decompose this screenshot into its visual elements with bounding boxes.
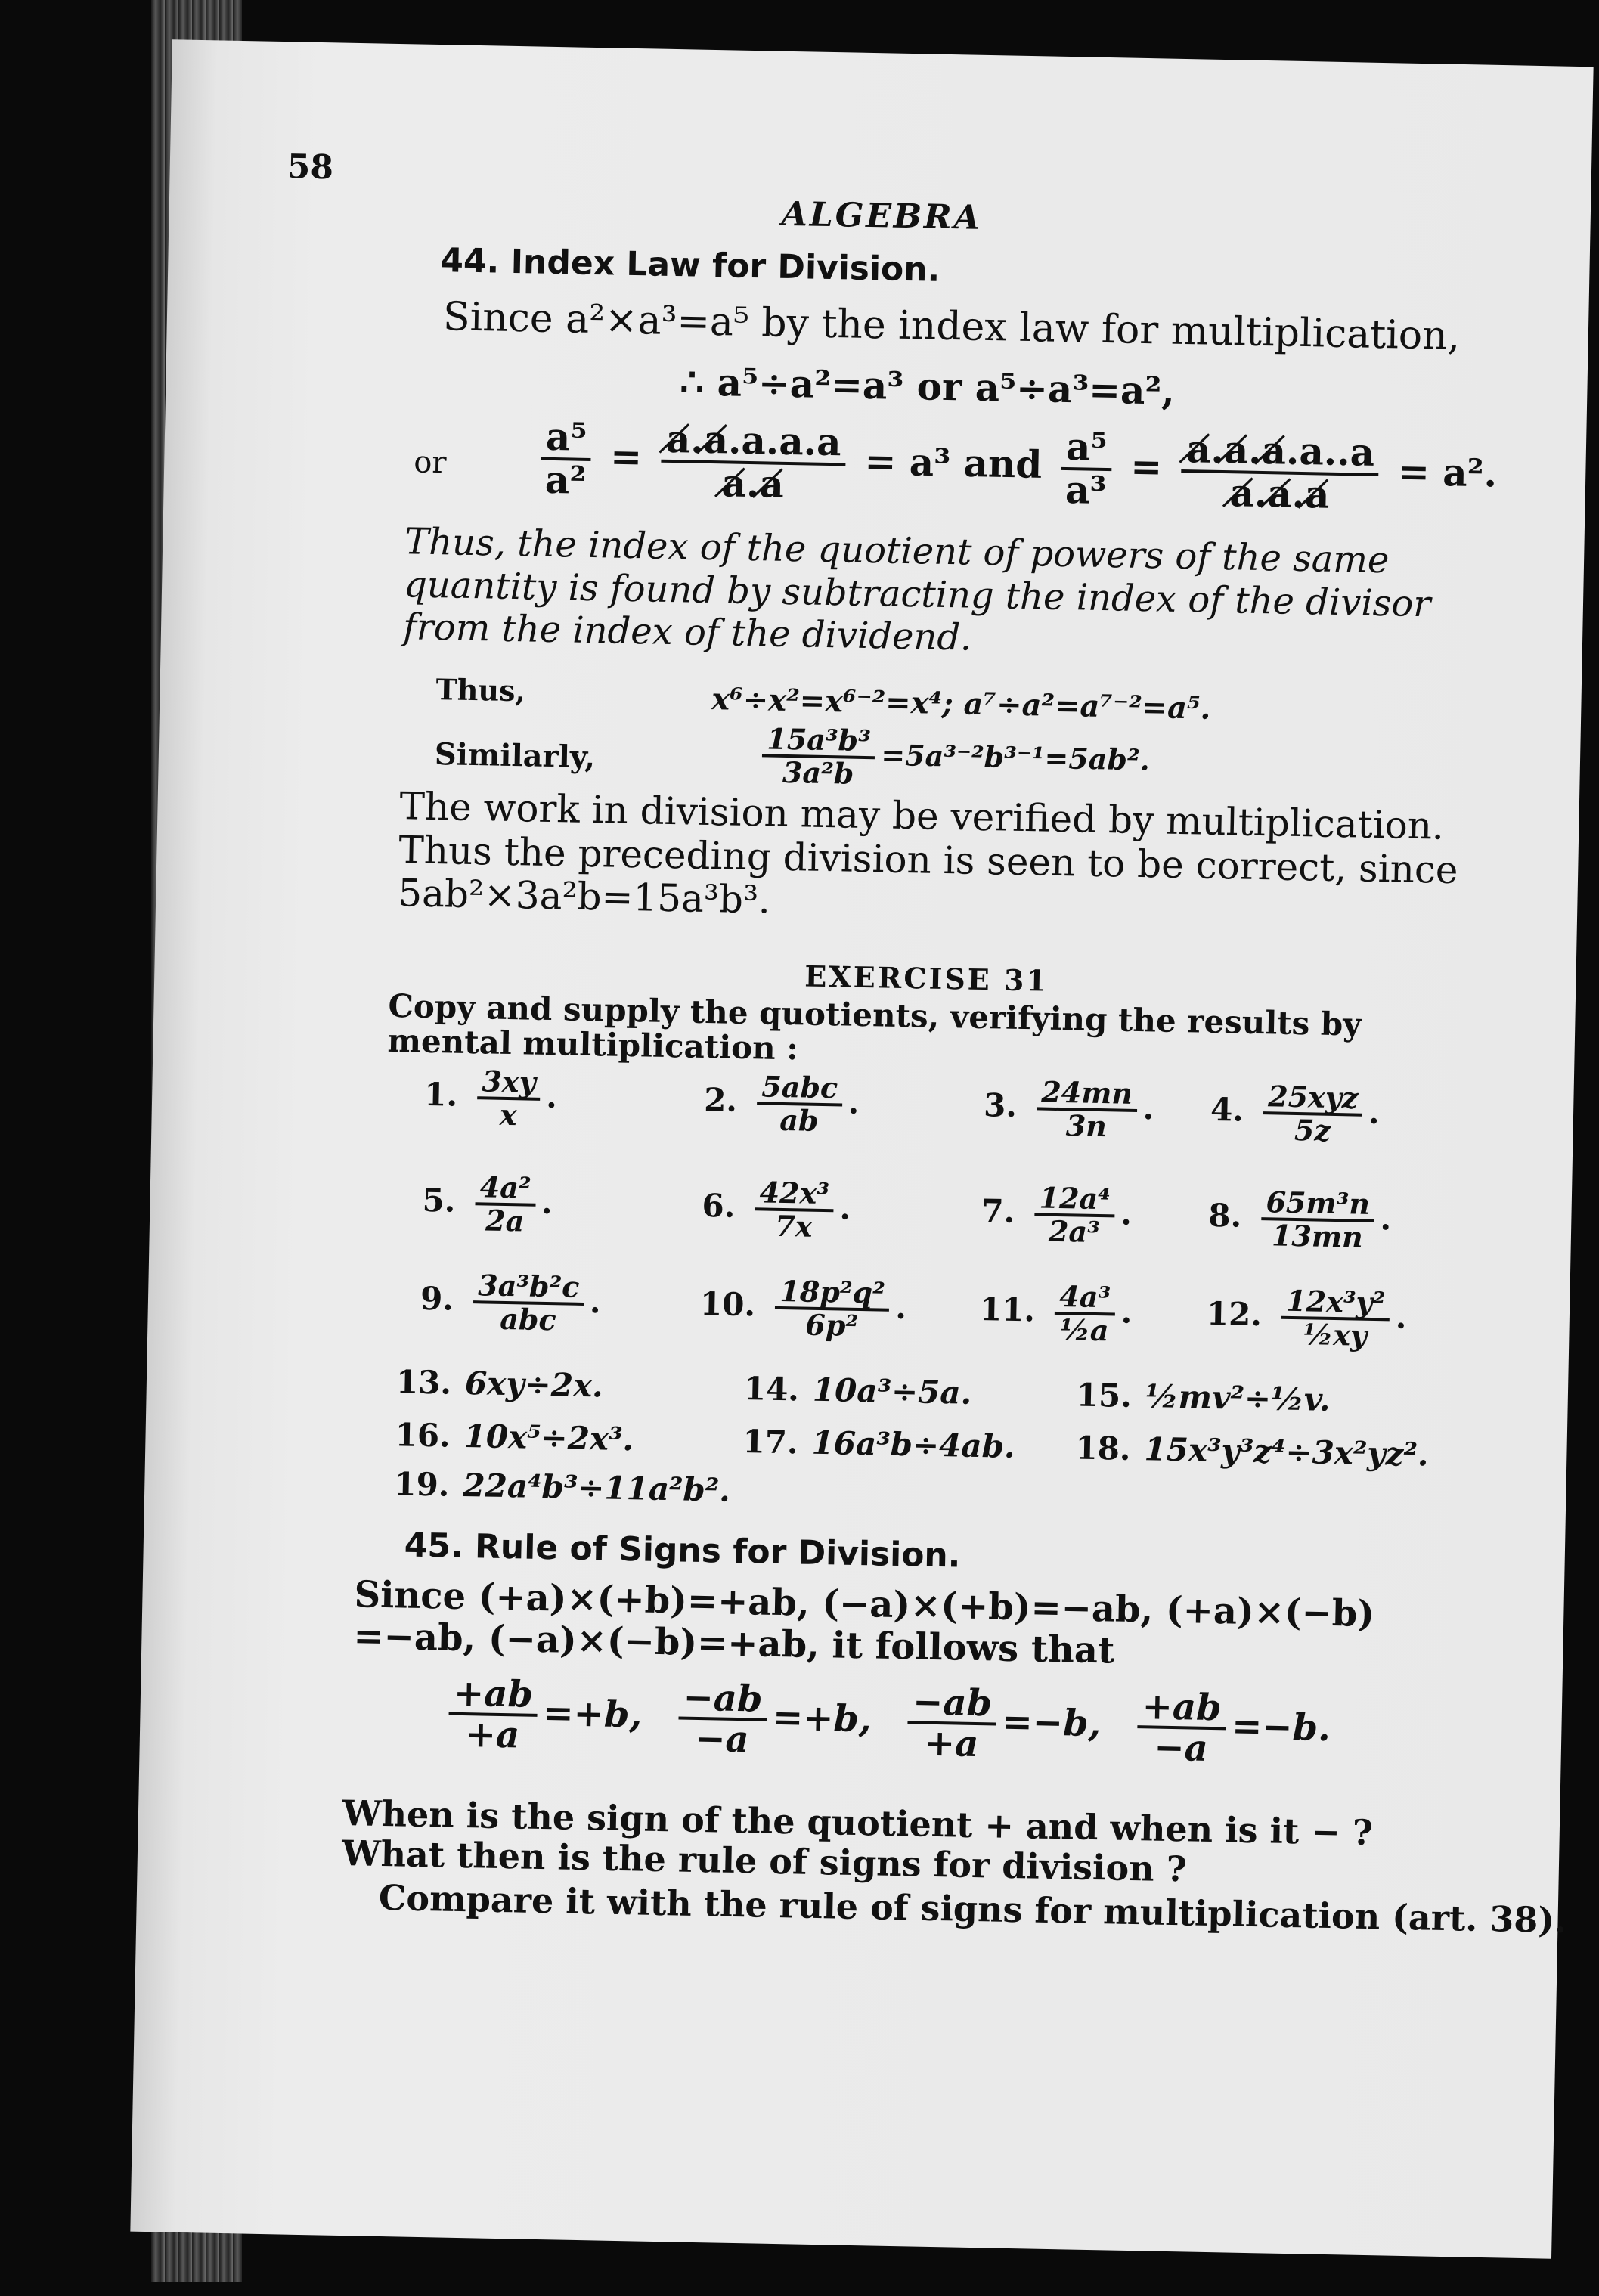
exercise-problem	[1075, 1430, 1429, 1473]
fraction: $\frac{+ab}{+a}$	[448, 1675, 538, 1755]
fraction: $\frac{\text{4a²}}{2a}$	[475, 1172, 536, 1236]
problem-text: 6xy÷2x.	[464, 1364, 604, 1405]
since-line: Since a²×a³=a⁵ by the index law for multiplication,	[442, 294, 1461, 359]
problem-number: 6.	[702, 1186, 736, 1225]
sign-quotient: $\frac{+ab}{+a}$ =+b,	[442, 1690, 643, 1736]
problem-number: 3.	[983, 1086, 1018, 1124]
exercise-problem	[743, 1370, 971, 1411]
exercise-problem: 11. $\frac{\text{4a³}}{\text{½a}}$ .	[979, 1279, 1133, 1348]
fraction: $\frac{+ab}{-a}$	[1136, 1687, 1226, 1768]
exercise-problem: 7. $\frac{\text{12a⁴}}{\text{2a³}}$ .	[981, 1180, 1133, 1249]
problem-number: 2.	[703, 1080, 738, 1119]
problem-number: 15.	[1076, 1376, 1133, 1414]
problem-number: 13.	[395, 1363, 452, 1402]
problem-number: 16.	[395, 1416, 451, 1455]
exercise-problem: 3. $\frac{24mn}{3n}$ .	[983, 1074, 1154, 1144]
sign-quotients	[442, 1672, 1362, 1771]
therefore-line: ∴ a⁵÷a²=a³ or a⁵÷a³=a²,	[679, 359, 1176, 414]
problem-number: 8.	[1207, 1196, 1242, 1235]
index-rule-paragraph: Thus, the index of the quotient of powers of the same quantity is found by subtracting the index of the divisor from the index of the dividend.	[402, 520, 1431, 659]
problem-number: 19.	[393, 1465, 450, 1504]
exercise-problem: 2. $\frac{\text{5abc}}{ab}$ .	[703, 1069, 860, 1138]
problem-text: 22a⁴b³÷11a²b².	[462, 1466, 731, 1509]
problem-number: 12.	[1206, 1294, 1263, 1334]
exercise-problem: 5. $\frac{\text{4a²}}{2a}$ .	[422, 1170, 553, 1238]
sign-quotient: $\frac{-ab}{-a}$ =+b,	[672, 1694, 872, 1740]
fraction: $\frac{\text{a⁵}}{\text{a²}}$	[540, 417, 591, 500]
equation-result: = a².	[1397, 448, 1498, 496]
exercise-heading: EXERCISE 31	[804, 959, 1049, 998]
fraction: $\frac{-ab}{+a}$	[907, 1683, 997, 1764]
exercise-problem: 4. $\frac{\text{25xyz}}{5z}$ .	[1210, 1079, 1381, 1148]
fraction: $\frac{a̸.a̸.a̸.a..a}{a̸.a̸.a̸}$	[1181, 429, 1380, 516]
fraction: $\frac{\text{12a⁴}}{\text{2a³}}$	[1033, 1182, 1115, 1247]
exercise-problem: 6. $\frac{\text{42x³}}{7x}$ .	[702, 1175, 851, 1244]
problem-number: 7.	[981, 1191, 1015, 1230]
problem-number: 9.	[420, 1279, 454, 1318]
problem-text: 16a³b÷4ab.	[811, 1424, 1016, 1465]
fraction: $\frac{3xy}{x}$	[476, 1066, 541, 1130]
cancellation-equations: $\frac{\text{a⁵}}{\text{a²}}$ = $\frac{a̸.a̸.a.a.a}{a̸.a̸}$ = a³ and $\frac{\text{a⁵}}{\text{a³}}$ = $\frac{a̸.a̸.a̸.a..a}{a̸.a̸.a̸}$ = a².	[534, 417, 1498, 518]
problem-number: 11.	[979, 1290, 1036, 1329]
verification-paragraph: The work in division may be verified by multiplication. Thus the preceding division is seen to be correct, since 5ab²×3a²b=15a³b³.	[397, 784, 1459, 922]
fraction: $\frac{\text{25xyz}}{5z}$	[1263, 1081, 1363, 1146]
exercise-problem: 12. $\frac{\text{12x³y²}}{\text{½xy}}$ .	[1206, 1283, 1407, 1353]
problem-number: 18.	[1074, 1429, 1132, 1467]
sign-products-paragraph: Since (+a)×(+b)=+ab, (−a)×(+b)=−ab, (+a)×(−b) =−ab, (−a)×(−b)=+ab, it follows that	[352, 1573, 1375, 1672]
fraction: $\frac{24mn}{3n}$	[1036, 1077, 1137, 1142]
fraction: $\frac{\text{42x³}}{7x}$	[755, 1177, 835, 1242]
similarly-label: Similarly,	[434, 736, 596, 776]
section-44-heading: 44. Index Law for Division.	[439, 241, 940, 290]
similarly-equation: $\frac{\text{15a³b³}}{\text{3a²b}}$ =5a³⁻²b³⁻¹=5ab².	[755, 724, 1150, 795]
exercise-problem: 8. $\frac{\text{65m³n}}{13mn}$ .	[1207, 1185, 1392, 1254]
page-number: 58	[287, 147, 334, 187]
problem-number: 4.	[1210, 1090, 1244, 1129]
compare-instruction: Compare it with the rule of signs for multiplication (art. 38).	[378, 1876, 1567, 1941]
problem-text: 10a³÷5a.	[812, 1371, 972, 1411]
fraction: $\frac{\text{a⁵}}{\text{a³}}$	[1061, 427, 1112, 510]
problem-number: 5.	[422, 1181, 456, 1219]
fraction: $\frac{\text{65m³n}}{13mn}$	[1260, 1187, 1374, 1253]
running-head: ALGEBRA	[781, 194, 983, 237]
sign-quotient: $\frac{+ab}{-a}$ =−b.	[1131, 1703, 1331, 1749]
problem-text: ½mv²÷½v.	[1145, 1377, 1331, 1418]
exercise-problem: 9. $\frac{\text{3a³b²c}}{\text{abc}}$ .	[420, 1268, 602, 1337]
equation-result: = a³ and	[863, 438, 1043, 487]
fraction: $\frac{\text{5abc}}{ab}$	[756, 1071, 842, 1136]
problem-number: 14.	[743, 1370, 800, 1408]
exercise-problem	[396, 1363, 604, 1404]
sign-quotient: $\frac{-ab}{+a}$ =−b,	[901, 1699, 1102, 1745]
exercise-problem: 1. $\frac{3xy}{x}$ .	[423, 1064, 558, 1133]
problem-text: 15x³y³z⁴÷3x²yz².	[1144, 1430, 1429, 1473]
fraction: $\frac{\text{4a³}}{\text{½a}}$	[1054, 1281, 1115, 1346]
problem-number: 10.	[699, 1284, 756, 1324]
section-45-heading: 45. Rule of Signs for Division.	[404, 1526, 961, 1576]
fraction: $\frac{\text{12x³y²}}{\text{½xy}}$	[1281, 1286, 1390, 1352]
problem-number: 17.	[742, 1423, 799, 1461]
or-label: or	[413, 445, 447, 481]
exercise-problem	[1076, 1377, 1331, 1418]
exercise-problem	[395, 1416, 634, 1458]
fraction: $\frac{\text{3a³b²c}}{\text{abc}}$	[473, 1270, 584, 1336]
thus-label: Thus,	[435, 672, 526, 708]
sign-question: When is the sign of the quotient + and when is it − ? What then is the rule of signs for division ?	[341, 1792, 1374, 1890]
fraction: $\frac{a̸.a̸.a.a.a}{a̸.a̸}$	[660, 420, 846, 506]
thus-equation: x⁶÷x²=x⁶⁻²=x⁴; a⁷÷a²=a⁷⁻²=a⁵.	[711, 681, 1211, 727]
exercise-instructions: Copy and supply the quotients, verifying the results by mental multiplication :	[387, 987, 1362, 1067]
exercise-problem: 10. $\frac{\text{18p²q²}}{\text{6p²}}$ .	[699, 1273, 907, 1343]
exercise-problem	[394, 1465, 730, 1509]
exercise-problem	[742, 1423, 1015, 1465]
problem-text: 10x⁵÷2x³.	[463, 1417, 634, 1458]
problem-number: 1.	[423, 1075, 458, 1114]
fraction: $\frac{\text{18p²q²}}{\text{6p²}}$	[774, 1276, 890, 1342]
fraction: $\frac{-ab}{-a}$	[677, 1678, 767, 1759]
